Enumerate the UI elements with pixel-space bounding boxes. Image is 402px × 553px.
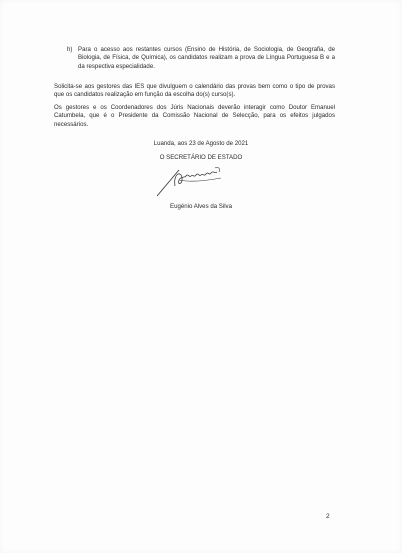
paragraph-coordinators: Os gestores e os Coordenadores dos Júris Nacionais deverão interagir como Doutor Emanuel Catumbela, que é o Presidente da Comissão Nacional de Selecção, para os efeitos julgados necessários. [54, 104, 335, 128]
place-date: Luanda, aos 23 de Agosto de 2021 [153, 140, 249, 147]
page-number: 2 [326, 513, 330, 520]
list-item-text: Para o acesso aos restantes cursos (Ensino de História, de Sociologia, de Geografia, de Biologia, de Física, de Química), os candidatos realizam a prova de Língua Portuguesa B e a da respectiva especialidade. [78, 46, 335, 70]
list-marker: h) [67, 46, 73, 53]
paragraph-ies-calendar: Solicita-se aos gestores das IES que divulguem o calendário das provas bem como o tipo de provas que os candidatos realização em função da escolha do(s) curso(s). [54, 83, 335, 99]
handwritten-signature [155, 160, 227, 198]
signatory-title: O SECRETÁRIO DE ESTADO [159, 154, 243, 161]
list-item-h [67, 46, 335, 71]
signatory-name: Eugénio Alves da Silva [170, 203, 232, 210]
